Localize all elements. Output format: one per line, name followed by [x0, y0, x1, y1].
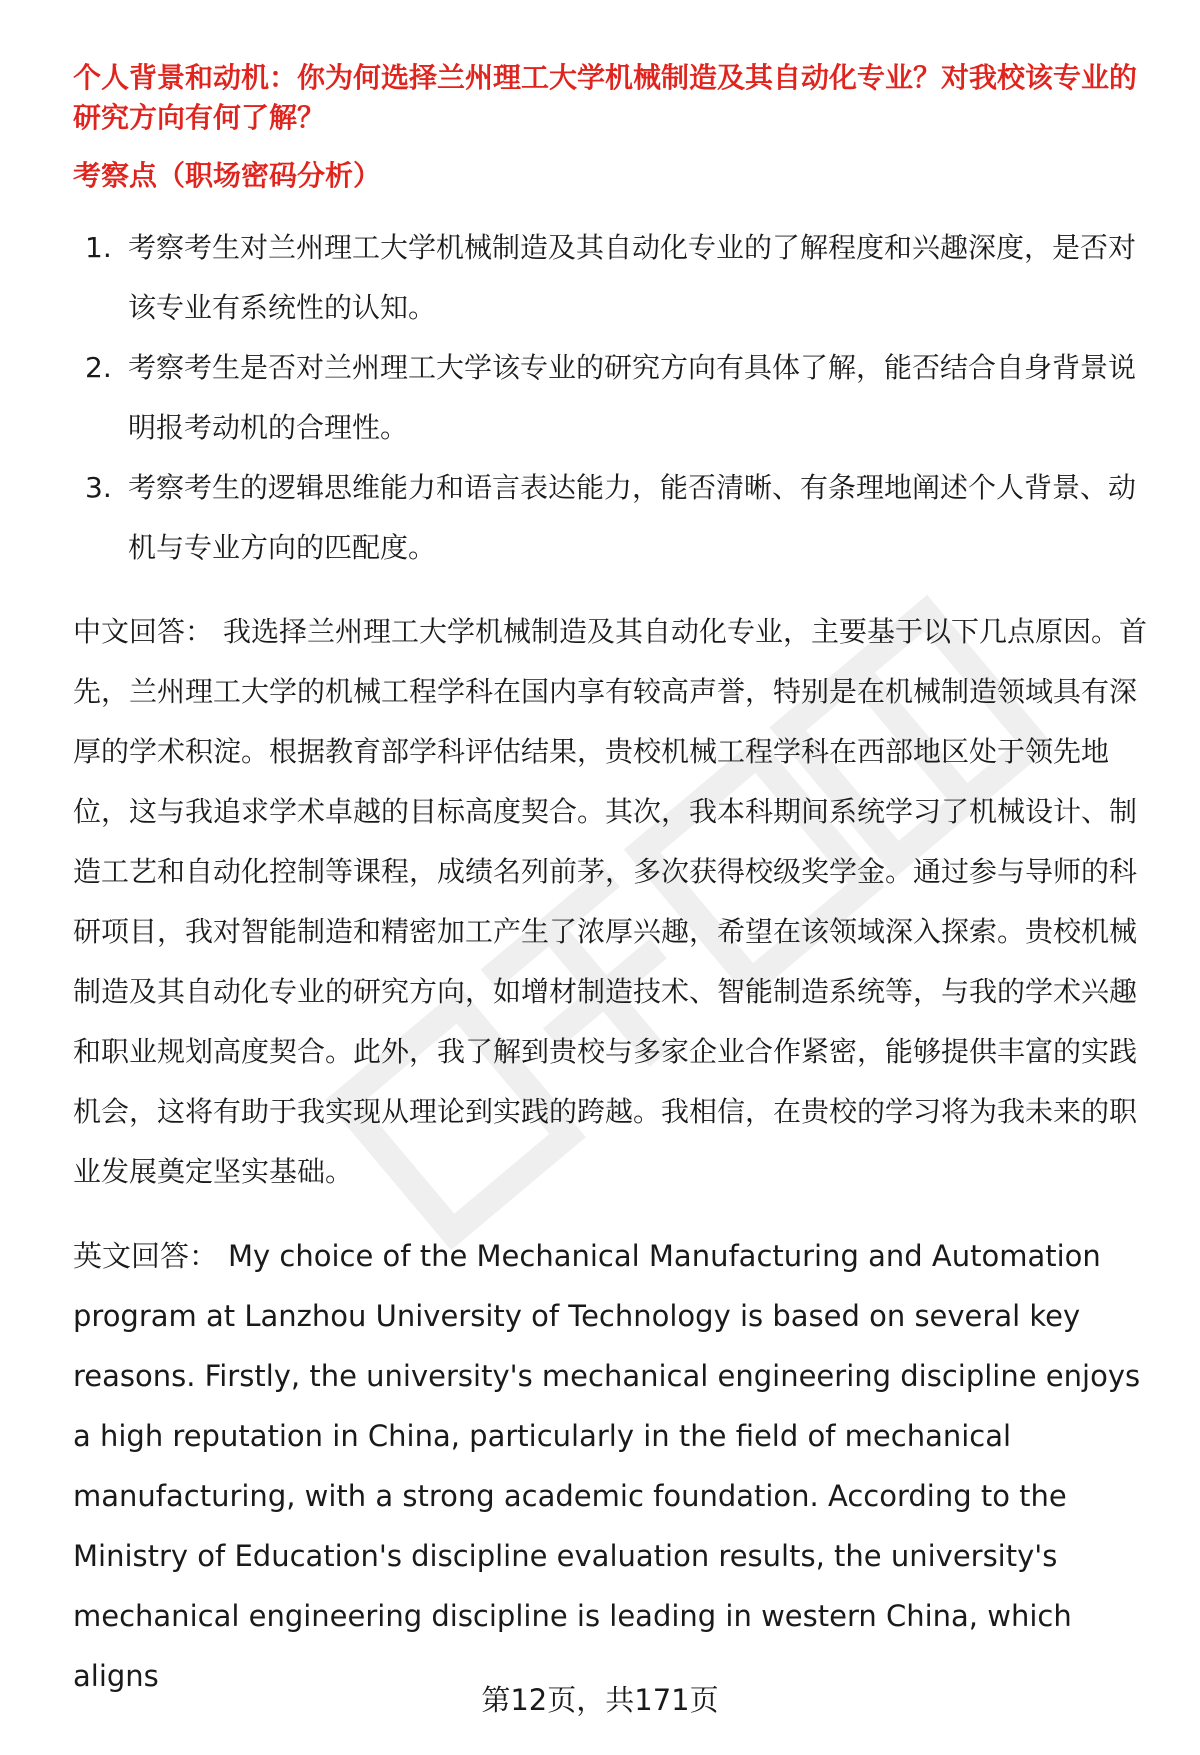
page-indicator: 第12页，共171页 — [481, 1683, 719, 1717]
list-item-number: 1. — [85, 231, 112, 264]
english-answer-text: My choice of the Mechanical Manufacturing and Automation program at Lanzhou University of Technology is based on several key reasons. Firstly, the university's mechanical engineering discipline enjoys a high reputation in China, particularly in the field of mechanical manufacturing, with a strong academic foundation. According to the Ministry of Education's discipline evaluation results, the university's mechanical engineering discipline is leading in western China, which aligns — [73, 1239, 1141, 1693]
chinese-answer — [73, 602, 1148, 1202]
english-answer — [73, 1226, 1148, 1706]
list-item-text: 考察考生的逻辑思维能力和语言表达能力，能否清晰、有条理地阐述个人背景、动机与专业方向的匹配度。 — [128, 471, 1137, 564]
exam-points-list — [73, 218, 1148, 578]
list-item-text: 考察考生是否对兰州理工大学该专业的研究方向有具体了解，能否结合自身背景说明报考动机的合理性。 — [128, 351, 1137, 444]
list-item-text: 考察考生对兰州理工大学机械制造及其自动化专业的了解程度和兴趣深度，是否对该专业有系统性的认知。 — [128, 231, 1137, 324]
list-item — [73, 458, 1148, 578]
exam-points-heading: 考察点（职场密码分析） — [73, 159, 382, 192]
english-answer-label: 英文回答： — [73, 1239, 219, 1273]
list-item — [73, 218, 1148, 338]
list-item-number: 3. — [85, 471, 112, 504]
list-item-number: 2. — [85, 351, 112, 384]
chinese-answer-text: 我选择兰州理工大学机械制造及其自动化专业，主要基于以下几点原因。首先，兰州理工大学的机械工程学科在国内享有较高声誉，特别是在机械制造领域具有深厚的学术积淀。根据教育部学科评估结果，贵校机械工程学科在西部地区处于领先地位，这与我追求学术卓越的目标高度契合。其次，我本科期间系统学习了机械设计、制造工艺和自动化控制等课程，成绩名列前茅，多次获得校级奖学金。通过参与导师的科研项目，我对智能制造和精密加工产生了浓厚兴趣，希望在该领域深入探索。贵校机械制造及其自动化专业的研究方向，如增材制造技术、智能制造系统等，与我的学术兴趣和职业规划高度契合。此外，我了解到贵校与多家企业合作紧密，能够提供丰富的实践机会，这将有助于我实现从理论到实践的跨越。我相信，在贵校的学习将为我未来的职业发展奠定坚实基础。 — [73, 615, 1148, 1188]
document-page — [73, 58, 1148, 1706]
question-heading: 个人背景和动机：你为何选择兰州理工大学机械制造及其自动化专业？对我校该专业的研究方向有何了解？ — [73, 61, 1138, 134]
chinese-answer-label: 中文回答： — [73, 615, 214, 648]
list-item — [73, 338, 1148, 458]
